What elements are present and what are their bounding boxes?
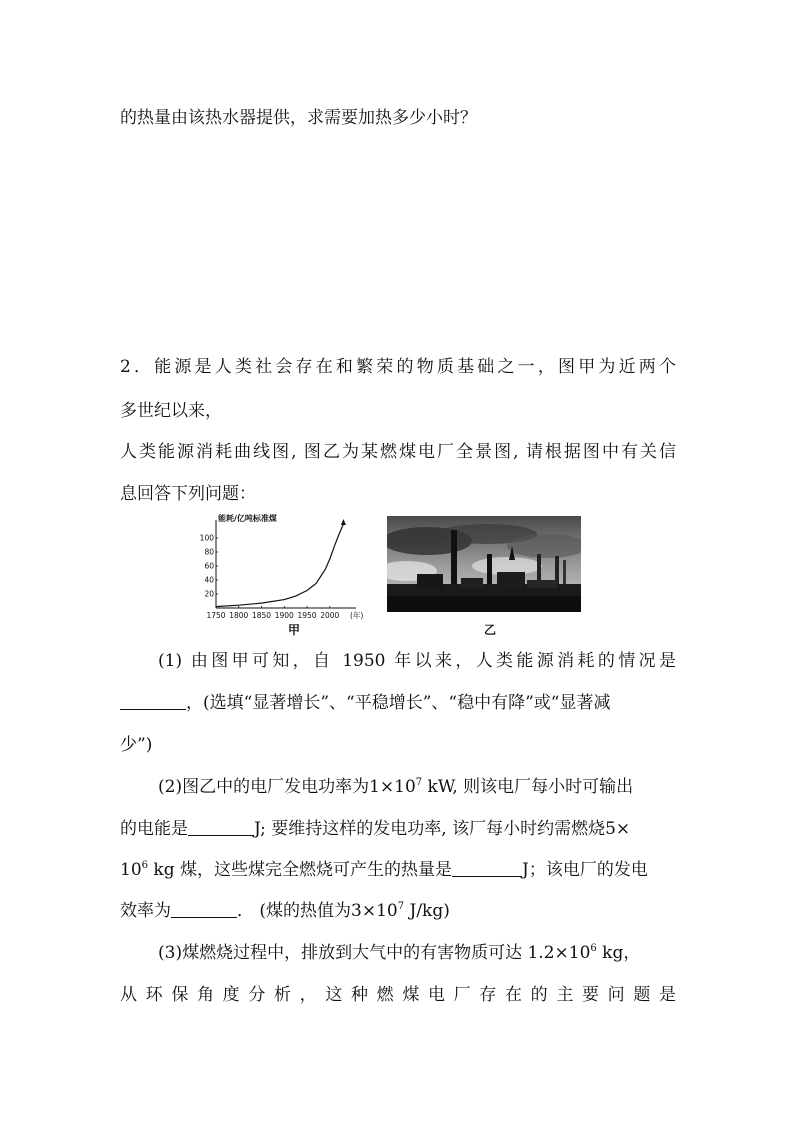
q2-stem-line-1: 2．能源是人类社会存在和繁荣的物质基础之一，图甲为近两个	[120, 357, 676, 377]
sub2-line-3	[120, 858, 648, 882]
sub2-line-2	[120, 817, 630, 841]
x-tick-label: 1750	[206, 611, 226, 620]
figure-yi-caption: 乙	[484, 623, 497, 637]
sub2-exponent-3: 7	[397, 901, 405, 912]
y-tick-label: 60	[204, 561, 214, 571]
figure-yi-power-plant-photo	[387, 516, 581, 612]
figure-jia-chart	[198, 514, 368, 624]
x-tick-label: 2000	[320, 611, 340, 620]
sub3-exponent: 6	[590, 943, 597, 954]
sub3-text-1a: (3)煤燃烧过程中，排放到大气中的有害物质可达 1.2×10	[158, 943, 591, 963]
sub2-text-4a: 效率为	[120, 901, 171, 921]
sub1-line-2	[120, 691, 610, 715]
sub2-text-4c: J/kg)	[404, 901, 450, 921]
sub2-text-3a: 10	[120, 860, 142, 880]
figure-jia-caption: 甲	[288, 623, 301, 637]
sub2-text-3b: kg 煤，这些煤完全燃烧可产生的热量是	[148, 860, 453, 880]
x-tick-label: 1950	[297, 611, 317, 620]
x-axis-unit: (年)	[350, 611, 364, 620]
sub3-text-1b: kg，	[596, 943, 641, 963]
sub3-line-1	[158, 941, 640, 965]
sub2-line-4	[120, 899, 450, 923]
sub2-line-1	[158, 775, 633, 799]
sub2-exponent-1: 7	[415, 777, 423, 788]
carryover-question-line: 的热量由该热水器提供，求需要加热多少小时？	[120, 108, 477, 128]
energy-consumption-curve	[216, 524, 343, 607]
sub2-text-1b: kW, 则该电厂每小时可输出	[422, 777, 634, 797]
q2-stem-line-4: 息回答下列问题：	[120, 484, 256, 504]
q2-stem-line-2: 多世纪以来，	[120, 401, 222, 421]
y-tick-label: 100	[199, 533, 214, 543]
answer-blank-3[interactable]	[452, 858, 522, 877]
sub1-options: ，(选填“显著增长”、“平稳增长”、“稳中有降”或“显著减	[186, 693, 611, 713]
q2-stem-line-3: 人类能源消耗曲线图, 图乙为某燃煤电厂全景图, 请根据图中有关信	[120, 442, 676, 462]
sub2-text-3c: J；该电厂的发电	[522, 860, 648, 880]
y-tick-label: 20	[204, 589, 214, 599]
y-axis-title: 能耗/亿吨标准煤	[218, 514, 277, 523]
sub1-text: (1) 由图甲可知，自 1950 年以来，人类能源消耗的情况是	[158, 651, 676, 671]
sub2-exponent-2: 6	[141, 860, 149, 871]
sub2-text-2a: 的电能是	[120, 819, 188, 839]
sub1-line-1	[158, 649, 676, 673]
sub2-text-4b: ． (煤的热值为3×10	[237, 901, 398, 921]
answer-blank-4[interactable]	[171, 899, 237, 918]
x-tick-label: 1850	[251, 611, 272, 620]
answer-blank-1[interactable]	[120, 691, 186, 710]
sub3-line-2: 从环保角度分析，这种燃煤电厂存在的主要问题是	[120, 985, 676, 1005]
y-tick-label: 40	[204, 575, 214, 585]
y-tick-label: 80	[204, 547, 214, 557]
sub2-text-2b: J; 要维持这样的发电功率, 该厂每小时约需燃烧5×	[254, 819, 631, 839]
answer-blank-2[interactable]	[188, 817, 254, 836]
sub2-text-1a: (2)图乙中的电厂发电功率为1×10	[158, 777, 416, 797]
curve-arrowhead	[341, 519, 346, 525]
sub1-line-3: 少”)	[120, 735, 153, 755]
x-tick-label: 1900	[274, 611, 294, 620]
x-tick-label: 1800	[229, 611, 249, 620]
